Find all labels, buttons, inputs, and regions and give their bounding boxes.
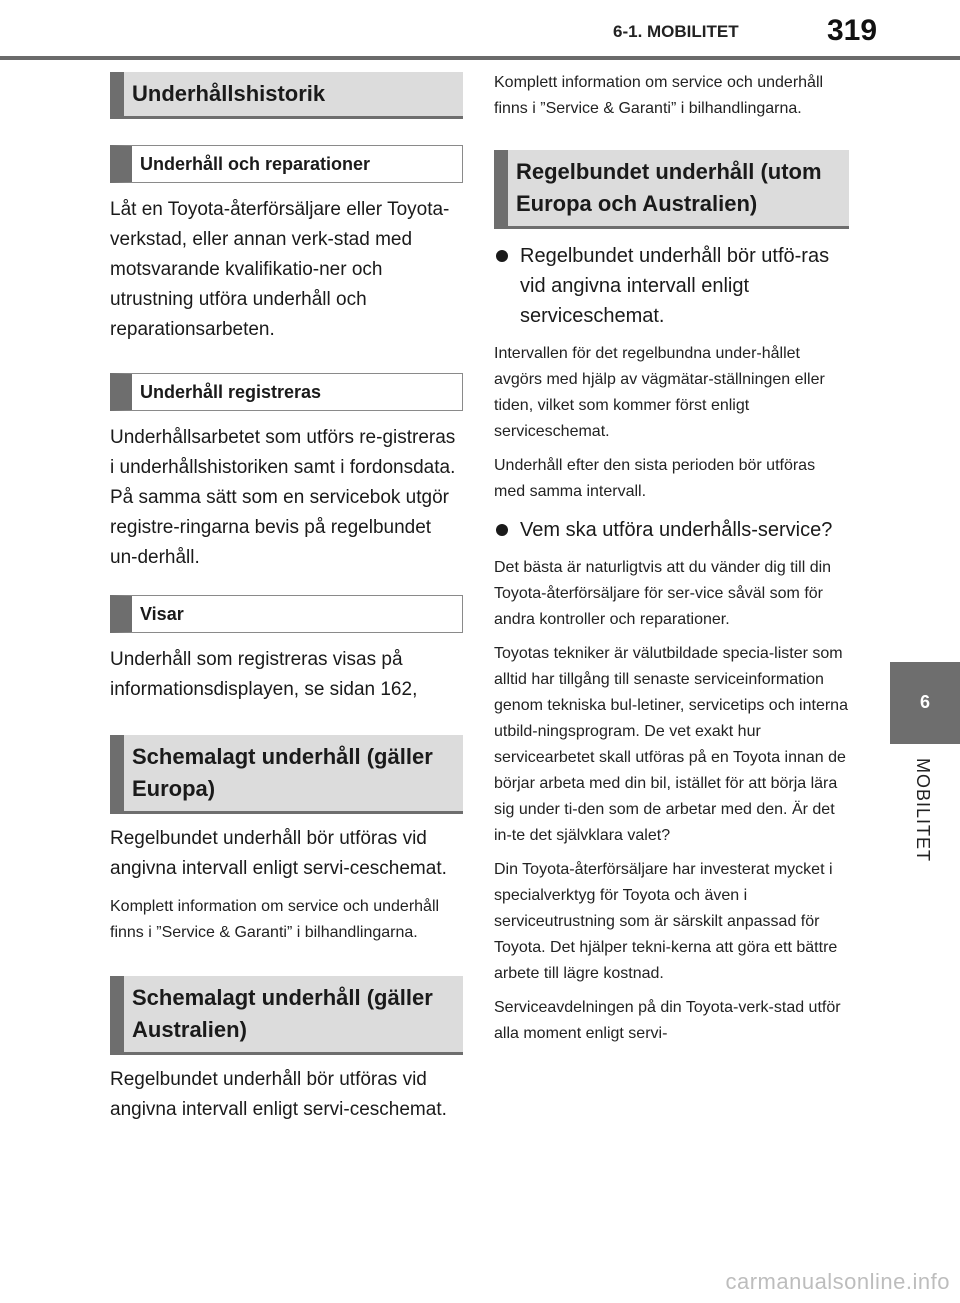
right-column [494,70,849,1047]
subheading-title: Visar [140,604,184,624]
section-title: Regelbundet underhåll (utom Europa och Australien) [516,159,822,216]
subheading-title: Underhåll registreras [140,382,322,402]
section-title: Underhållshistorik [132,81,326,106]
bullet-text: Regelbundet underhåll bör utfö-ras vid angivna intervall enligt serviceschemat. [520,245,830,327]
paragraph-tekniker: Toyotas tekniker är välutbildade specia-lister som alltid har tillgång till senaste serviceinformation genom tekniska bul-letiner, servicetips och interna utbild-ningsprogram. De vet exakt hur servicearbetet skall utföras på en Toyota innan de börjar arbeta med din bil, istället för att börja lära sig under ti-den som de arbetar med den. Är det in-te det självklara valet? [494,645,848,844]
section-heading-underhallshistorik [110,72,463,119]
subheading-underhall-registreras [110,373,463,411]
paragraph-underhall-och-reparationer: Låt en Toyota-återförsäljare eller Toyota-verkstad, eller annan verk-stad med motsvarande kvalifikatio-ner och utrustning utföra underhåll och reparationsarbeten. [110,199,450,340]
section-title: Schemalagt underhåll (gäller Australien) [132,985,433,1042]
bullet-dot-icon [496,524,508,536]
section-heading-schemalagt-australien [110,976,463,1055]
subheading-visar [110,595,463,633]
chapter-tab [890,662,960,744]
note-schemalagt-europa: Komplett information om service och underhåll finns i ”Service & Garanti” i bilhandlingarna. [110,898,440,941]
section-title: Schemalagt underhåll (gäller Europa) [132,744,433,801]
chapter-number: 6 [919,692,930,712]
paragraph-investerat: Din Toyota-återförsäljare har investerat mycket i specialverktyg för Toyota och även i serviceutrustning som är särskilt anpassad för Toyota. Det hjälper tekni-kerna att göra ett bättre arbete till lägre kostnad. [494,861,838,982]
paragraph-visar: Underhåll som registreras visas på informationsdisplayen, se sidan 162, [110,649,418,700]
paragraph-sista-perioden: Underhåll efter den sista perioden bör utföras med samma intervall. [494,457,816,500]
section-header: 6-1. MOBILITET [613,22,739,41]
subheading-title: Underhåll och reparationer [140,154,371,174]
chapter-label: MOBILITET [913,758,933,863]
note-service-och-underhall: Komplett information om service och underhåll finns i ”Service & Garanti” i bilhandlingarna. [494,74,824,117]
page-number: 319 [827,14,878,47]
bullet-regelbundet-underhall [494,241,849,331]
paragraph-basta: Det bästa är naturligtvis att du vänder dig till din Toyota-återförsäljare för ser-vice såväl som för andra kontroller och reparationer. [494,559,832,628]
bullet-text: Vem ska utföra underhålls-service? [520,519,833,541]
left-column [110,72,463,1125]
watermark: carmanualsonline.info [725,1269,950,1294]
paragraph-schemalagt-europa: Regelbundet underhåll bör utföras vid angivna intervall enligt servi-ceschemat. [110,828,447,879]
paragraph-serviceavdelningen: Serviceavdelningen på din Toyota-verk-stad utför alla moment enligt servi- [494,999,841,1042]
section-heading-regelbundet-underhall [494,150,849,229]
bullet-dot-icon [496,250,508,262]
bullet-vem-ska-utfora [494,515,849,545]
subheading-underhall-och-reparationer [110,145,463,183]
section-heading-schemalagt-europa [110,735,463,814]
paragraph-intervall: Intervallen för det regelbundna under-hållet avgörs med hjälp av vägmätar-ställningen eller tiden, vilket som kommer först enligt serviceschemat. [494,345,825,440]
paragraph-underhall-registreras: Underhållsarbetet som utförs re-gistreras i underhållshistoriken samt i fordonsdata. På samma sätt som en servicebok utgör registre-ringarna bevis på regelbundet un-derhåll. [110,427,456,568]
header-rule [0,56,960,60]
paragraph-schemalagt-australien: Regelbundet underhåll bör utföras vid angivna intervall enligt servi-ceschemat. [110,1069,447,1120]
